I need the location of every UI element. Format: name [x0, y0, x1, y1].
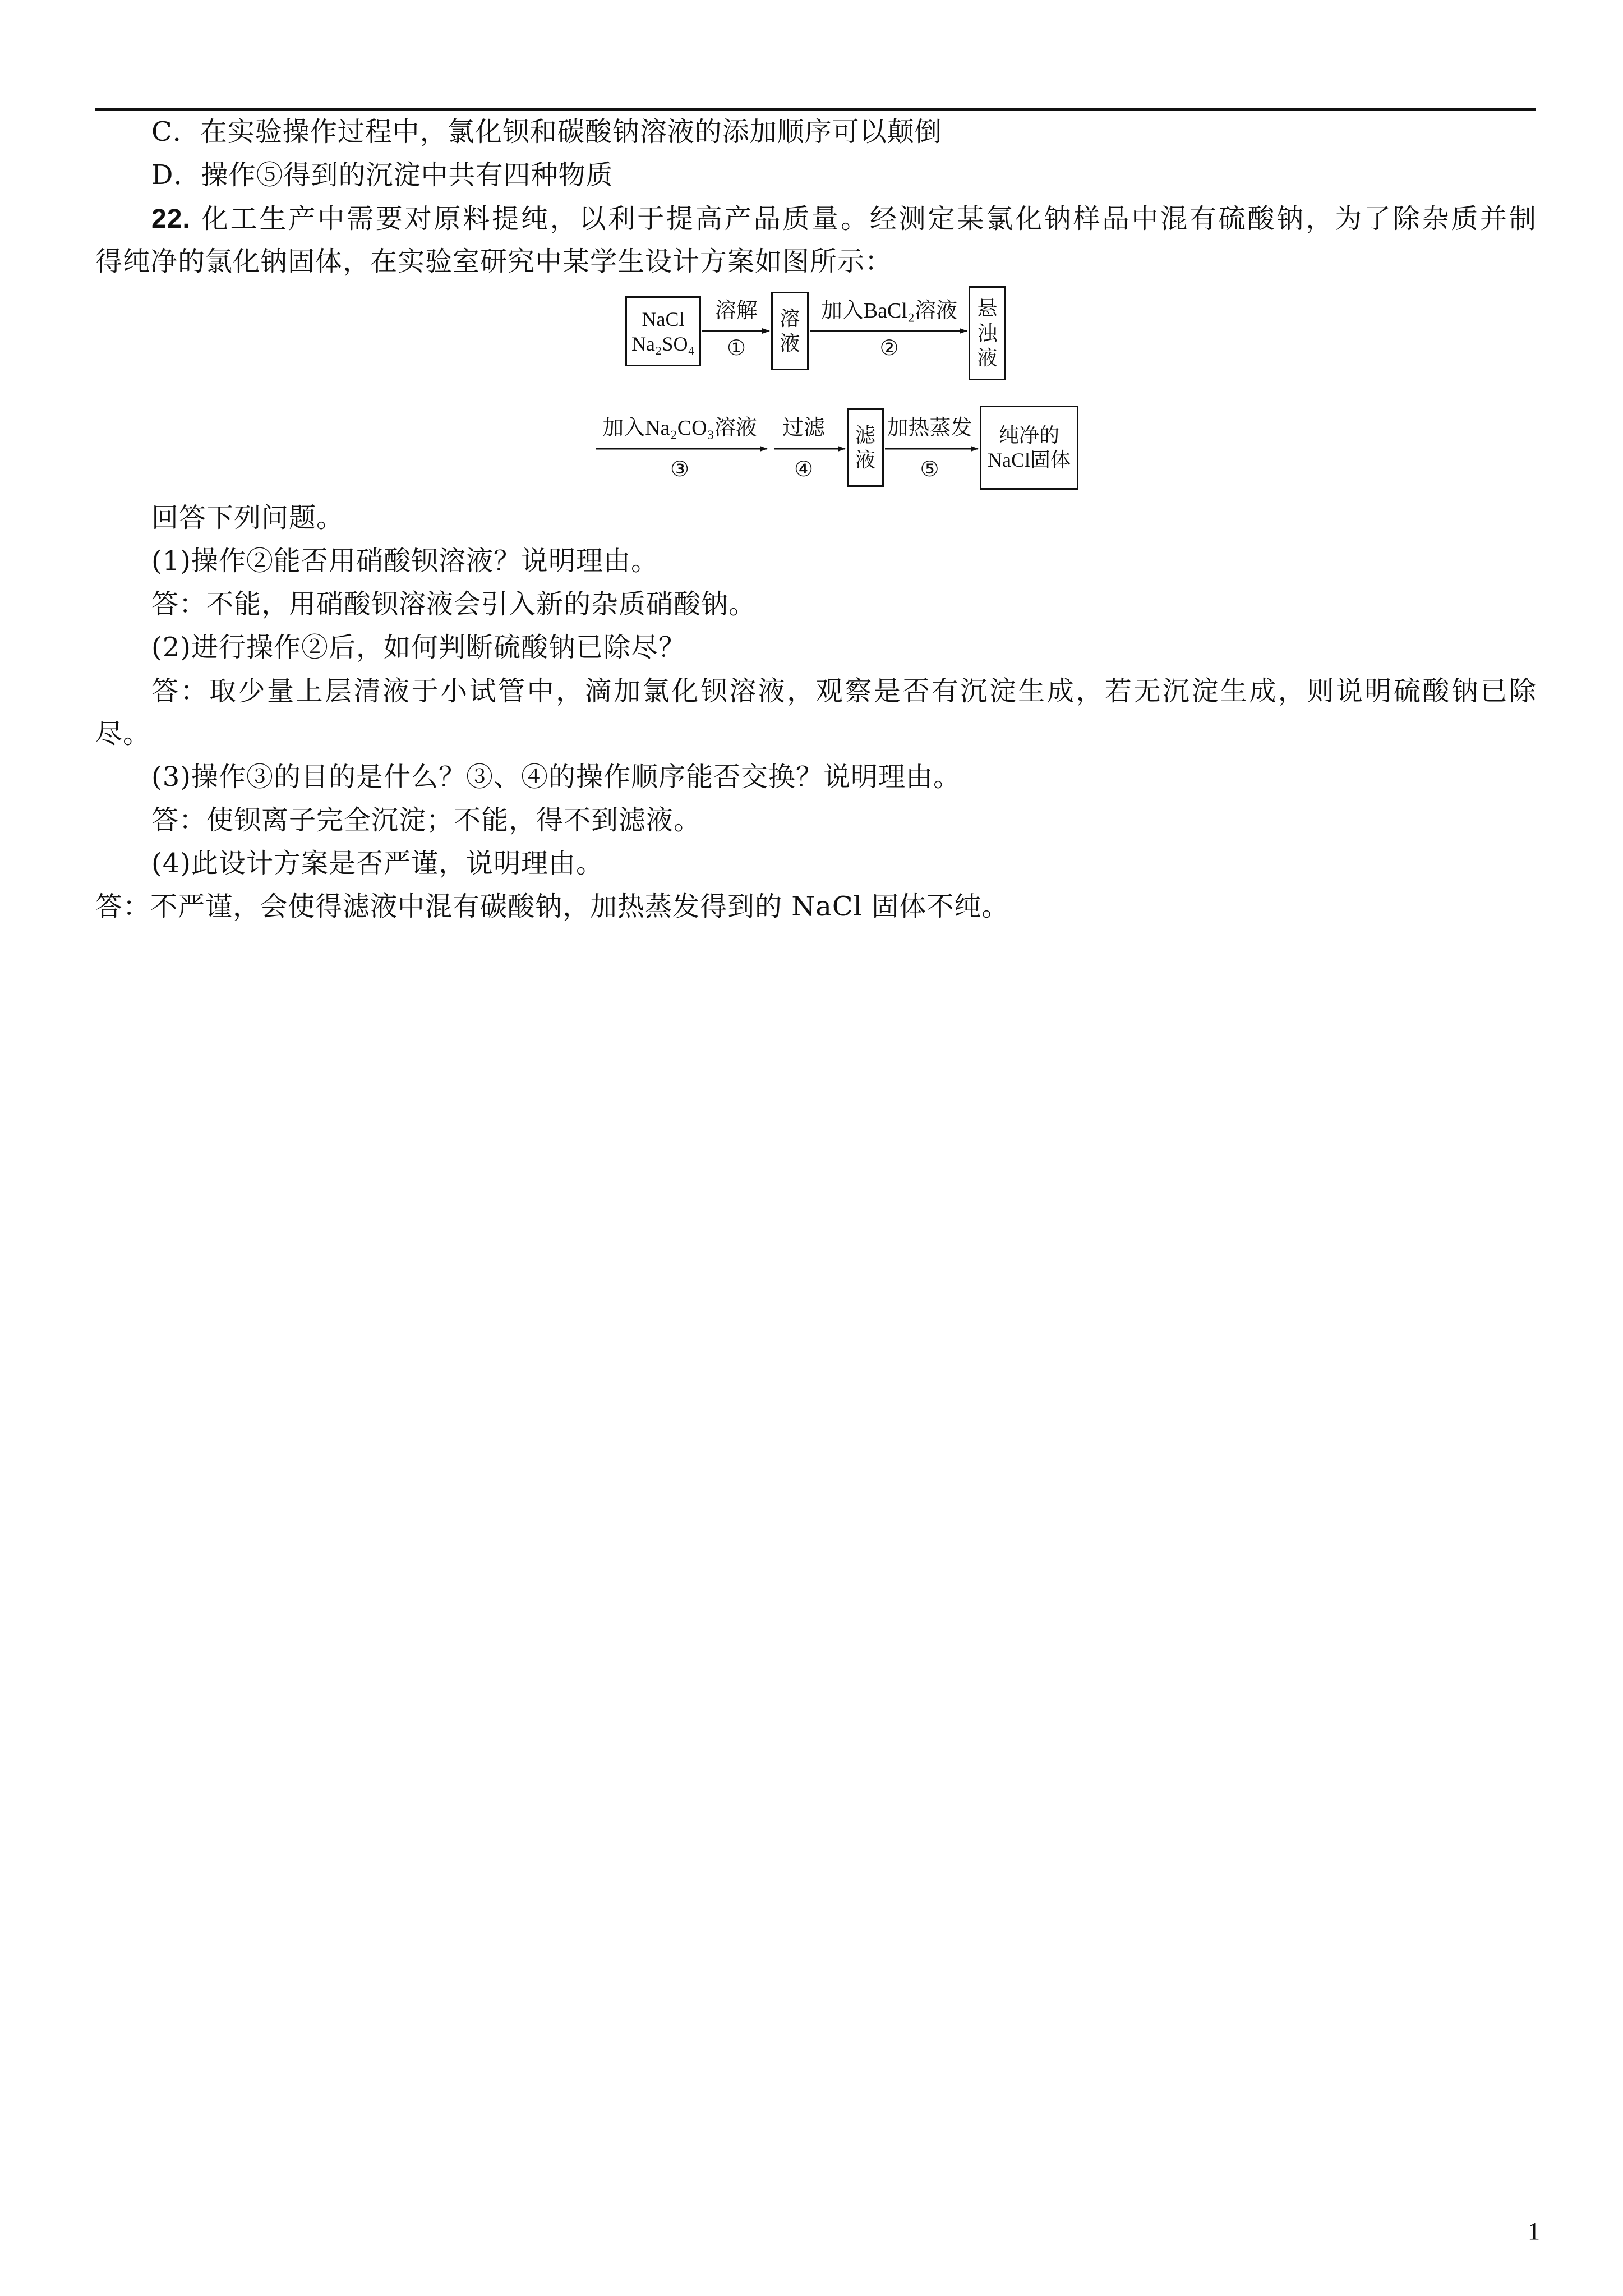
question-1: (1)操作②能否用硝酸钡溶液？说明理由。: [151, 545, 658, 577]
step2-number: ②: [879, 335, 899, 360]
option-d: D．操作⑤得到的沉淀中共有四种物质: [151, 159, 614, 191]
box-solution-char1: 溶: [780, 307, 800, 330]
step4-number: ④: [794, 457, 814, 481]
page-number: 1: [1528, 2217, 1540, 2245]
step2-label: 加入BaCl₂溶液: [820, 299, 958, 323]
box-start-line2: Na₂SO₄: [631, 332, 695, 355]
step4-label: 过滤: [782, 416, 825, 440]
step1-number: ①: [726, 335, 746, 360]
step3-number: ③: [670, 457, 690, 481]
step1-label: 溶解: [714, 299, 758, 323]
box-filtrate-char2: 液: [855, 449, 875, 471]
box-start-line1: NaCl: [642, 307, 685, 330]
box-suspension: [969, 286, 1006, 380]
answer-2-line1: 答：取少量上层清液于小试管中，滴加氯化钡溶液，观察是否有沉淀生成，若无沉淀生成，则说明硫酸钠已除: [151, 675, 1537, 707]
step5-number: ⑤: [920, 457, 939, 481]
box-solution: [771, 292, 809, 370]
answer-3: 答：使钡离子完全沉淀；不能，得不到滤液。: [151, 804, 702, 836]
box-final-line2: NaCl固体: [988, 449, 1071, 471]
box-pure-nacl: [980, 406, 1078, 490]
header-rule: [95, 108, 1536, 111]
box-suspension-char3: 液: [977, 347, 998, 369]
answer-1: 答：不能，用硝酸钡溶液会引入新的杂质硝酸钠。: [151, 588, 757, 620]
step3-label: 加入Na₂CO₃溶液: [602, 416, 757, 440]
question-number: 22.: [151, 204, 191, 234]
box-filtrate-char1: 滤: [855, 424, 875, 447]
box-nacl-na2so4: [625, 296, 701, 366]
box-suspension-char2: 浊: [977, 322, 998, 344]
question-2: (2)进行操作②后，如何判断硫酸钠已除尽？: [151, 632, 686, 663]
step5-label: 加热蒸发: [887, 416, 972, 440]
answer-intro: 回答下列问题。: [151, 502, 344, 533]
box-suspension-char1: 悬: [977, 297, 998, 320]
answer-2-line2: 尽。: [95, 718, 151, 749]
box-filtrate: [847, 408, 884, 487]
question-stem-text: 化工生产中需要对原料提纯，以利于提高产品质量。经测定某氯化钠样品中混有硫酸钠，为了除杂质并制: [201, 203, 1537, 234]
question-stem-line1: [151, 202, 1537, 236]
box-solution-char2: 液: [780, 332, 800, 355]
box-final-line1: 纯净的: [998, 424, 1059, 447]
question-stem-line2: 得纯净的氯化钠固体，在实验室研究中某学生设计方案如图所示：: [95, 246, 893, 277]
answer-4: 答：不严谨，会使得滤液中混有碳酸钠，加热蒸发得到的 NaCl 固体不纯。: [95, 891, 1009, 922]
question-3: (3)操作③的目的是什么？③、④的操作顺序能否交换？说明理由。: [151, 761, 961, 793]
question-4: (4)此设计方案是否严谨，说明理由。: [151, 848, 603, 879]
option-c: C．在实验操作过程中，氯化钡和碳酸钠溶液的添加顺序可以颠倒: [151, 116, 942, 148]
